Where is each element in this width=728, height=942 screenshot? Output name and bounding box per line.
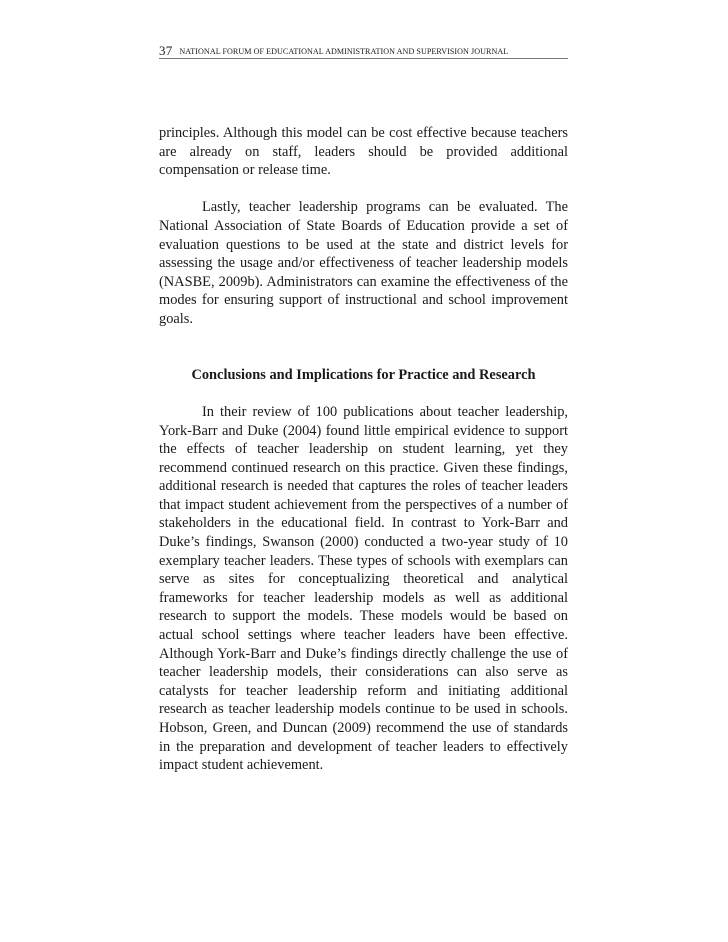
- paragraph-gap: [159, 180, 568, 199]
- evaluation-paragraph: Lastly, teacher leadership programs can be evaluated. The National Association of State Boards of Education provide a set of evaluation questions to be used at the state and district levels for assessing the usage and/or effectiveness of teacher leadership models (NASBE, 2009b). Administrators can examine the effectiveness of the modes for ensuring support of instructional and school improvement goals.: [159, 199, 568, 327]
- paragraph-gap: [159, 329, 568, 348]
- running-head: [159, 43, 568, 59]
- header-divider: [159, 58, 568, 59]
- journal-title: NATIONAL FORUM OF EDUCATIONAL ADMINISTRATION AND SUPERVISION JOURNAL: [179, 47, 509, 56]
- page-number: 37: [159, 43, 173, 58]
- article-body: [159, 124, 568, 775]
- paragraph-gap: [159, 347, 568, 366]
- conclusions-paragraph: In their review of 100 publications about teacher leadership, York-Barr and Duke (2004) found little empirical evidence to support the effects of teacher leadership on student learning, yet they recommend continued research on this practice. Given these findings, additional research is needed that captures the roles of teacher leaders that impact student achievement from the perspectives of a number of stakeholders in the educational field. In contrast to York-Barr and Duke’s findings, Swanson (2000) conducted a two-year study of 10 exemplary teacher leaders. These types of schools with exemplars can serve as sites for conceptualizing theoretical and analytical frameworks for teacher leadership models as well as additional research to support the models. These models would be based on actual school settings where teacher leaders have been effective. Although York-Barr and Duke’s findings directly challenge the use of teacher leadership models, their considerations can also serve as catalysts for teacher leadership reform and initiating additional research as teacher leadership models continue to be used in schools. Hobson, Green, and Duncan (2009) recommend the use of standards in the preparation and development of teacher leaders to effectively impact student achievement.: [159, 403, 568, 774]
- continuation-paragraph: principles. Although this model can be cost effective because teachers are already on staff, leaders should be provided additional compensation or release time.: [159, 125, 568, 179]
- paragraph-gap: [159, 384, 568, 403]
- section-heading: Conclusions and Implications for Practice and Research: [191, 366, 536, 383]
